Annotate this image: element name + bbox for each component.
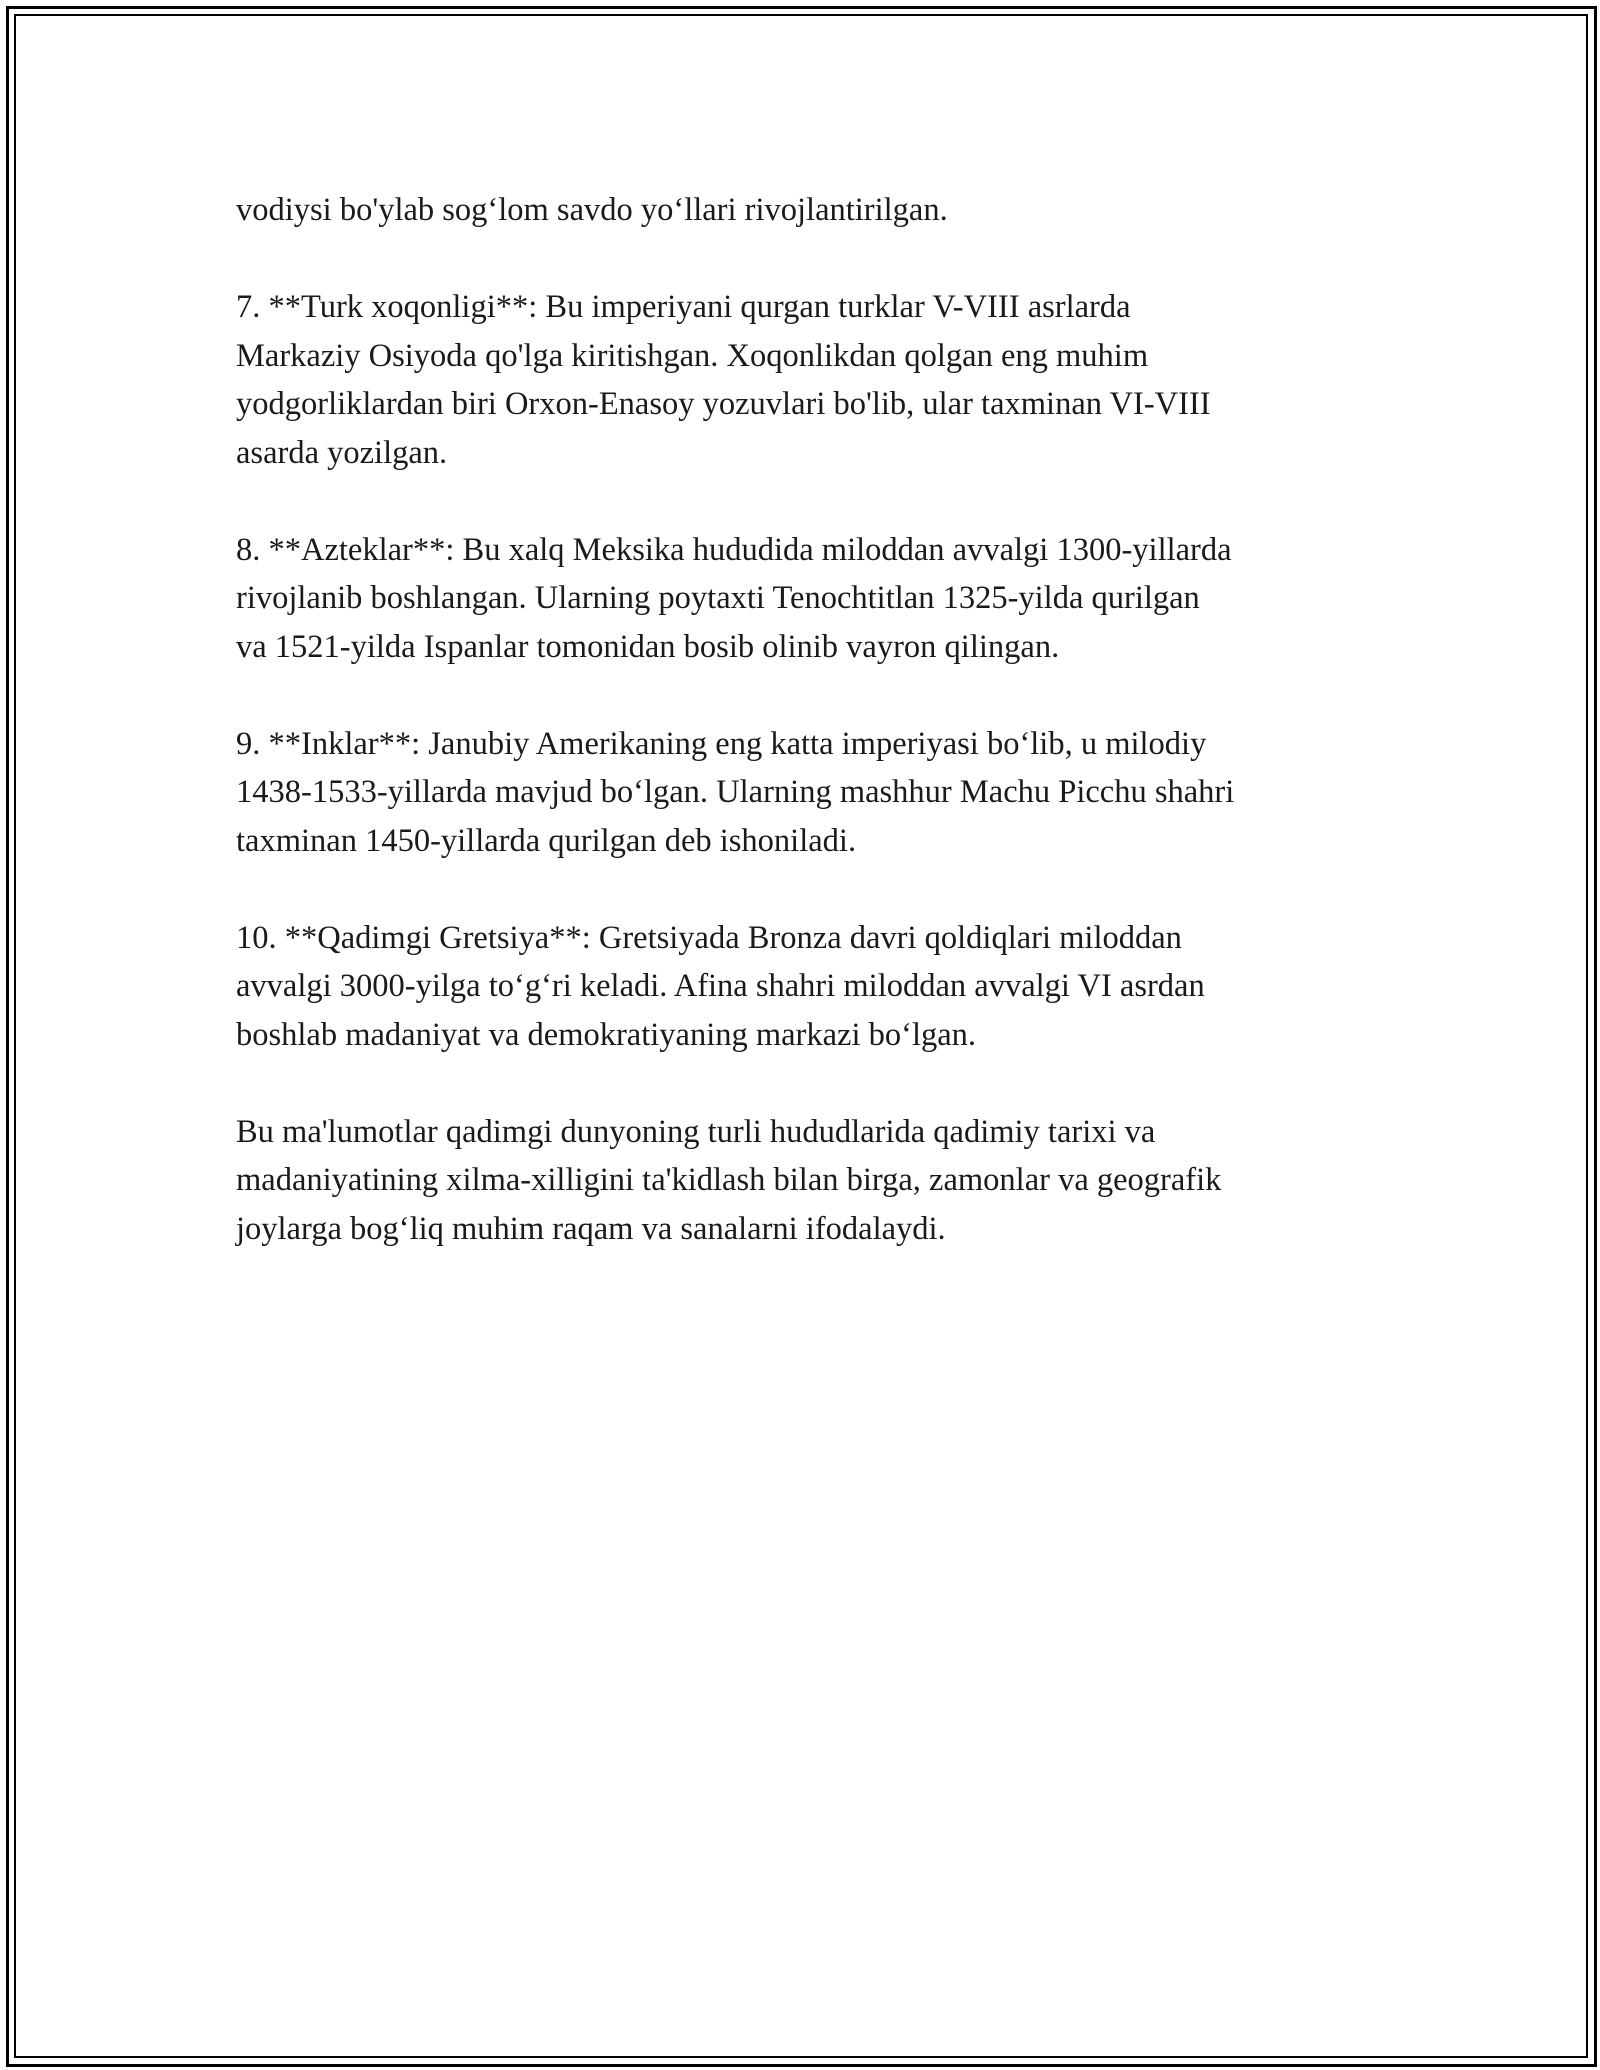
paragraph-azteklar: 8. **Azteklar**: Bu xalq Meksika hududida miloddan avvalgi 1300-yillarda rivojlanib boshlangan. Ularning poytaxti Tenochtitlan 1325-yilda qurilgan va 1521-yilda Ispanlar tomonidan bosib olinib vayron qilingan. (236, 531, 1232, 665)
paragraph-conclusion: Bu ma'lumotlar qadimgi dunyoning turli hududlarida qadimiy tarixi va madaniyatining xilma-xilligini ta'kidlash bilan birga, zamonlar va geografik joylarga bog‘liq muhim raqam va sanalarni ifodalaydi. (236, 1113, 1222, 1247)
paragraph-continuation: vodiysi bo'ylab sog‘lom savdo yo‘llari rivojlantirilgan. (236, 192, 948, 228)
paragraph-inklar: 9. **Inklar**: Janubiy Amerikaning eng katta imperiyasi bo‘lib, u milodiy 1438-1533-yillarda mavjud bo‘lgan. Ularning mashhur Machu Picchu shahri taxminan 1450-yillarda qurilgan deb ishoniladi. (236, 725, 1235, 859)
document-body (236, 186, 1386, 1253)
paragraph-qadimgi-gretsiya: 10. **Qadimgi Gretsiya**: Gretsiyada Bronza davri qoldiqlari miloddan avvalgi 3000-yilga to‘g‘ri keladi. Afina shahri miloddan avvalgi VI asrdan boshlab madaniyat va demokratiyaning markazi bo‘lgan. (236, 919, 1205, 1053)
paragraph-turk-xoqonligi: 7. **Turk xoqonligi**: Bu imperiyani qurgan turklar V-VIII asrlarda Markaziy Osiyoda qo'lga kiritishgan. Xoqonlikdan qolgan eng muhim yodgorliklardan biri Orxon-Enasoy yozuvlari bo'lib, ular taxminan VI-VIII asarda yozilgan. (236, 289, 1211, 471)
